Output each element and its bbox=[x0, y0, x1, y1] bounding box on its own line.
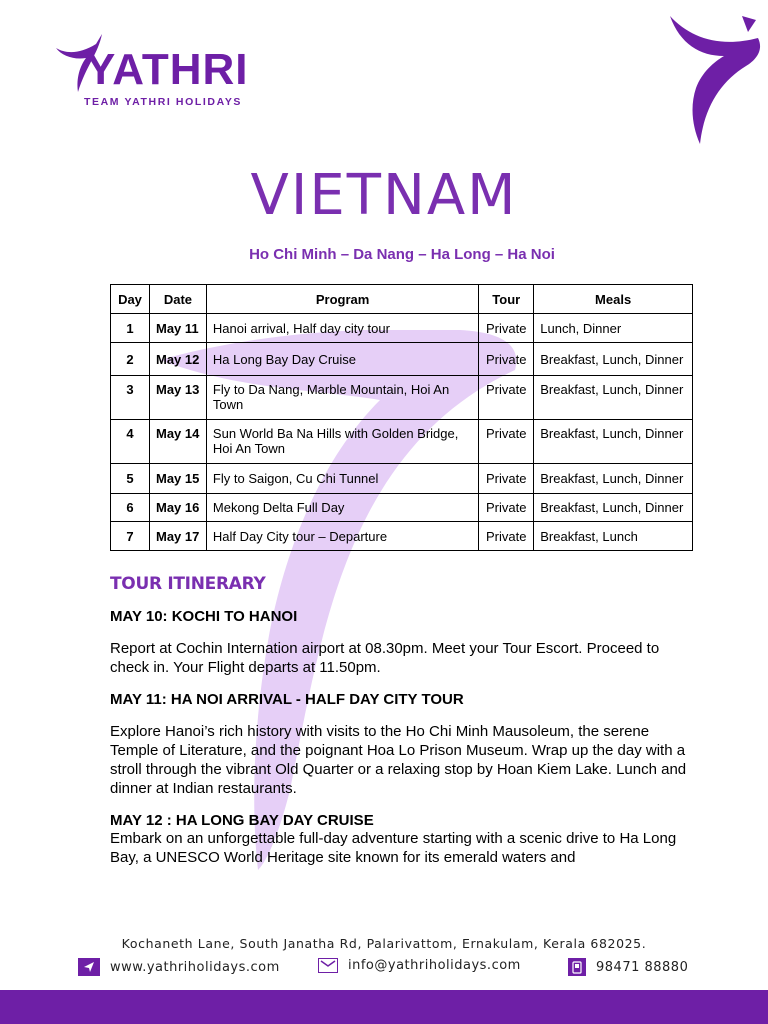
cell-meals: Lunch, Dinner bbox=[534, 314, 693, 343]
contact-phone[interactable] bbox=[568, 958, 688, 976]
cell-program: Mekong Delta Full Day bbox=[206, 494, 478, 522]
contact-email[interactable] bbox=[318, 958, 521, 973]
footer-bar bbox=[0, 990, 768, 1024]
cell-meals: Breakfast, Lunch bbox=[534, 522, 693, 551]
cell-date: May 16 bbox=[149, 494, 206, 522]
section-heading: TOUR ITINERARY bbox=[110, 574, 266, 594]
table-row bbox=[111, 314, 693, 343]
cell-date: May 17 bbox=[149, 522, 206, 551]
route-subtitle: Ho Chi Minh – Da Nang – Ha Long – Ha Noi bbox=[249, 246, 555, 263]
email-link[interactable]: info@yathriholidays.com bbox=[348, 958, 521, 973]
header-program: Program bbox=[206, 285, 478, 314]
table-row bbox=[111, 464, 693, 494]
day-description: Report at Cochin Internation airport at 08.30pm. Meet your Tour Escort. Proceed to check in. Your Flight departs at 11.50pm. bbox=[110, 640, 660, 676]
cell-tour: Private bbox=[479, 494, 534, 522]
page-title: VIETNAM bbox=[250, 163, 518, 228]
cell-program: Ha Long Bay Day Cruise bbox=[206, 343, 478, 376]
table-row bbox=[111, 376, 693, 420]
cell-meals: Breakfast, Lunch, Dinner bbox=[534, 343, 693, 376]
cell-meals: Breakfast, Lunch, Dinner bbox=[534, 376, 693, 420]
footer-address: Kochaneth Lane, South Janatha Rd, Palarivattom, Ernakulam, Kerala 682025. bbox=[121, 936, 647, 951]
cell-day: 2 bbox=[111, 343, 150, 376]
day-heading: MAY 10: KOCHI TO HANOI bbox=[110, 608, 298, 625]
cell-date: May 13 bbox=[149, 376, 206, 420]
send-icon bbox=[78, 958, 100, 976]
cell-day: 3 bbox=[111, 376, 150, 420]
cell-tour: Private bbox=[479, 314, 534, 343]
cell-tour: Private bbox=[479, 522, 534, 551]
cell-date: May 11 bbox=[149, 314, 206, 343]
phone-icon bbox=[568, 958, 586, 976]
mail-icon bbox=[318, 958, 338, 973]
logo-wordmark: YATHRI bbox=[86, 45, 249, 94]
cell-tour: Private bbox=[479, 376, 534, 420]
cell-date: May 12 bbox=[149, 343, 206, 376]
contact-website[interactable] bbox=[78, 958, 280, 976]
cell-program: Fly to Saigon, Cu Chi Tunnel bbox=[206, 464, 478, 494]
day-description: Explore Hanoi’s rich history with visits to the Ho Chi Minh Mausoleum, the serene Temple of Literature, and the poignant Hoa Lo Prison Museum. Wrap up the day with a stroll through the vibrant Old Quarter or a relaxing stop by Hoan Kiem Lake. Lunch and dinner at Indian restaurants. bbox=[110, 723, 687, 797]
logo-tagline: TEAM YATHRI HOLIDAYS bbox=[84, 96, 243, 108]
cell-meals: Breakfast, Lunch, Dinner bbox=[534, 420, 693, 464]
table-header-row bbox=[111, 285, 693, 314]
day-description: Embark on an unforgettable full-day adventure starting with a scenic drive to Ha Long Bay, a UNESCO World Heritage site known for its emerald waters and bbox=[110, 830, 677, 866]
table-row bbox=[111, 494, 693, 522]
cell-date: May 14 bbox=[149, 420, 206, 464]
header-meals: Meals bbox=[534, 285, 693, 314]
cell-day: 5 bbox=[111, 464, 150, 494]
table-row bbox=[111, 343, 693, 376]
day-heading: MAY 12 : HA LONG BAY DAY CRUISE bbox=[110, 812, 374, 829]
cell-meals: Breakfast, Lunch, Dinner bbox=[534, 464, 693, 494]
cell-date: May 15 bbox=[149, 464, 206, 494]
cell-tour: Private bbox=[479, 464, 534, 494]
table-row bbox=[111, 522, 693, 551]
cell-day: 4 bbox=[111, 420, 150, 464]
cell-tour: Private bbox=[479, 343, 534, 376]
header-tour: Tour bbox=[479, 285, 534, 314]
itinerary-table bbox=[110, 284, 693, 551]
cell-day: 1 bbox=[111, 314, 150, 343]
cell-program: Hanoi arrival, Half day city tour bbox=[206, 314, 478, 343]
cell-meals: Breakfast, Lunch, Dinner bbox=[534, 494, 693, 522]
itinerary-section bbox=[110, 574, 695, 881]
corner-swoosh-icon bbox=[660, 10, 768, 150]
cell-day: 6 bbox=[111, 494, 150, 522]
cell-tour: Private bbox=[479, 420, 534, 464]
phone-number[interactable]: 98471 88880 bbox=[596, 959, 689, 975]
cell-program: Half Day City tour – Departure bbox=[206, 522, 478, 551]
cell-program: Sun World Ba Na Hills with Golden Bridge, Hoi An Town bbox=[206, 420, 478, 464]
cell-program: Fly to Da Nang, Marble Mountain, Hoi An Town bbox=[206, 376, 478, 420]
company-logo bbox=[52, 30, 262, 112]
cell-day: 7 bbox=[111, 522, 150, 551]
website-link[interactable]: www.yathriholidays.com bbox=[110, 959, 280, 975]
table-row bbox=[111, 420, 693, 464]
day-heading: MAY 11: HA NOI ARRIVAL - HALF DAY CITY TOUR bbox=[110, 691, 464, 708]
header-date: Date bbox=[149, 285, 206, 314]
header-day: Day bbox=[111, 285, 150, 314]
